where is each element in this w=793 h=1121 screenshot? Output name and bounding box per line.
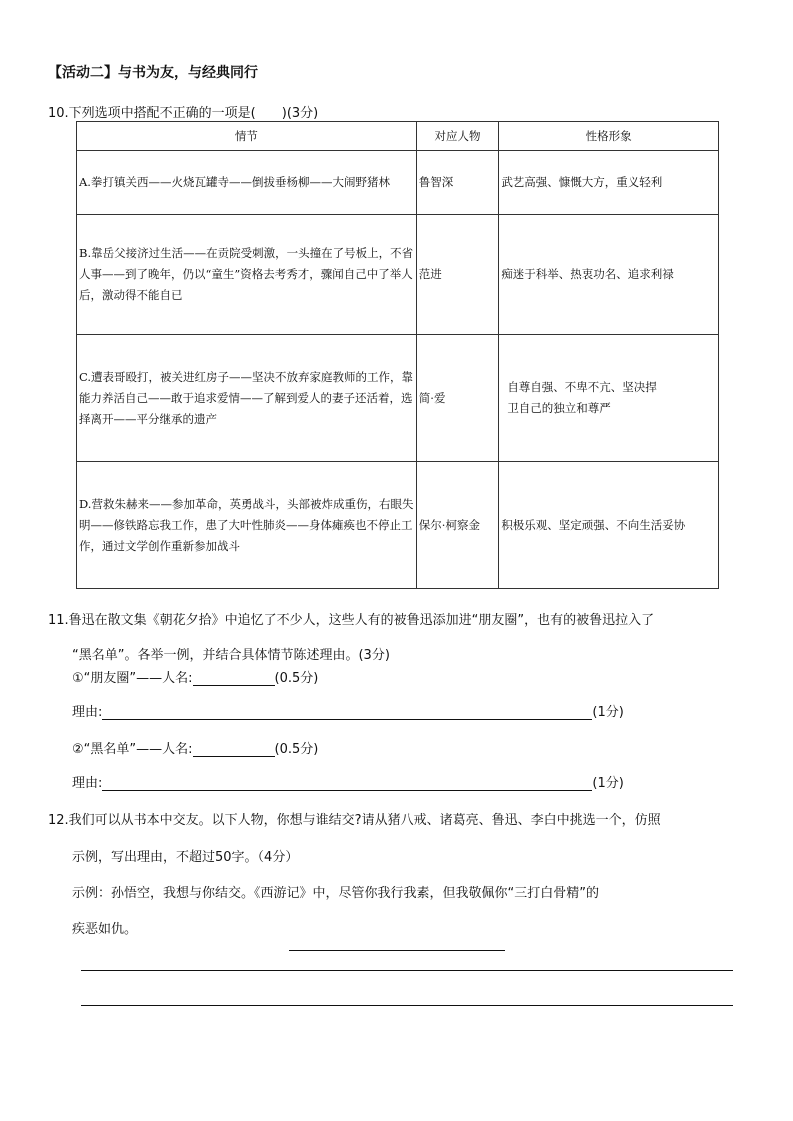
header-trait: 性格形象 [499, 122, 719, 151]
person-cell: 范进 [416, 215, 499, 335]
activity-title: 【活动二】与书为友，与经典同行 [48, 65, 258, 81]
answer-line-short[interactable] [289, 950, 505, 951]
header-plot: 情节 [77, 122, 417, 151]
example-line1: 示例：孙悟空，我想与你结交。《西游记》中，尽管你我行我素，但我敬佩你“三打白骨精”的 [72, 886, 599, 901]
trait-line: 卫自己的独立和尊严 [507, 401, 611, 415]
reason-1-blank[interactable] [102, 705, 592, 720]
friend-score: (0.5分) [274, 671, 319, 686]
reason-2-label: 理由: [72, 776, 103, 791]
plot-cell: B.靠岳父接济过生活——在贡院受刺激，一头撞在了号板上，不省人事——到了晚年，仍以“童生”资格去考秀才，骤闻自己中了举人后，激动得不能自已 [77, 215, 417, 335]
table-row [77, 462, 719, 589]
reason-1-label: 理由: [72, 705, 103, 720]
blacklist-row [72, 738, 318, 757]
table-header-row [77, 122, 719, 151]
reason-2-blank[interactable] [102, 776, 592, 791]
blacklist-score: (0.5分) [274, 742, 319, 757]
reason-2-score: (1分) [592, 776, 624, 791]
blacklist-label: ②“黑名单”——人名: [72, 742, 193, 757]
trait-cell: 积极乐观、坚定顽强、不向生活妥协 [499, 462, 719, 589]
friend-circle-label: ①“朋友圈”——人名: [72, 671, 193, 686]
table-row [77, 215, 719, 335]
reason-2-row [72, 772, 624, 791]
plot-cell: D.营救朱赫来——参加革命，英勇战斗，头部被炸成重伤，右眼失明——修铁路忘我工作，患了大叶性肺炎——身体瘫痪也不停止工作，通过文学创作重新参加战斗 [77, 462, 417, 589]
reason-1-row [72, 701, 624, 720]
reason-1-score: (1分) [592, 705, 624, 720]
person-cell: 鲁智深 [416, 151, 499, 215]
plot-cell: C.遭表哥殴打，被关进红房子——坚决不放弃家庭教师的工作，靠能力养活自己——敢于追求爱情——了解到爱人的妻子还活着，选择离开——平分继承的遗产 [77, 335, 417, 462]
answer-line[interactable] [81, 1005, 733, 1006]
trait-cell [499, 335, 719, 462]
table-row [77, 151, 719, 215]
example-line2: 疾恶如仇。 [72, 922, 138, 937]
matching-table [76, 121, 719, 589]
blacklist-name-blank[interactable] [193, 742, 275, 757]
question-12-line1: 12.我们可以从书本中交友。以下人物，你想与谁结交?请从猪八戒、诸葛亮、鲁迅、李白中挑选一个，仿照 [48, 813, 661, 828]
answer-line[interactable] [81, 970, 733, 971]
friend-name-blank[interactable] [193, 671, 275, 686]
plot-cell: A.拳打镇关西——火烧瓦罐寺——倒拔垂杨柳——大闹野猪林 [77, 151, 417, 215]
question-11-line1: 11.鲁迅在散文集《朝花夕拾》中追忆了不少人，这些人有的被鲁迅添加进“朋友圈”，也有的被鲁迅拉入了 [48, 613, 655, 628]
header-person: 对应人物 [416, 122, 499, 151]
question-11-line2: “黑名单”。各举一例，并结合具体情节陈述理由。(3分) [72, 648, 390, 663]
person-cell: 保尔·柯察金 [416, 462, 499, 589]
question-12-line2: 示例，写出理由，不超过50字。（4分） [72, 850, 299, 865]
friend-circle-row [72, 667, 318, 686]
person-cell: 简·爱 [416, 335, 499, 462]
trait-cell: 痴迷于科举、热衷功名、追求利禄 [499, 215, 719, 335]
trait-cell: 武艺高强、慷慨大方，重义轻利 [499, 151, 719, 215]
question-10-text: 10.下列选项中搭配不正确的一项是( )(3分) [48, 106, 319, 121]
trait-line: 自尊自强、不卑不亢、坚决捍 [507, 380, 657, 394]
table-row [77, 335, 719, 462]
